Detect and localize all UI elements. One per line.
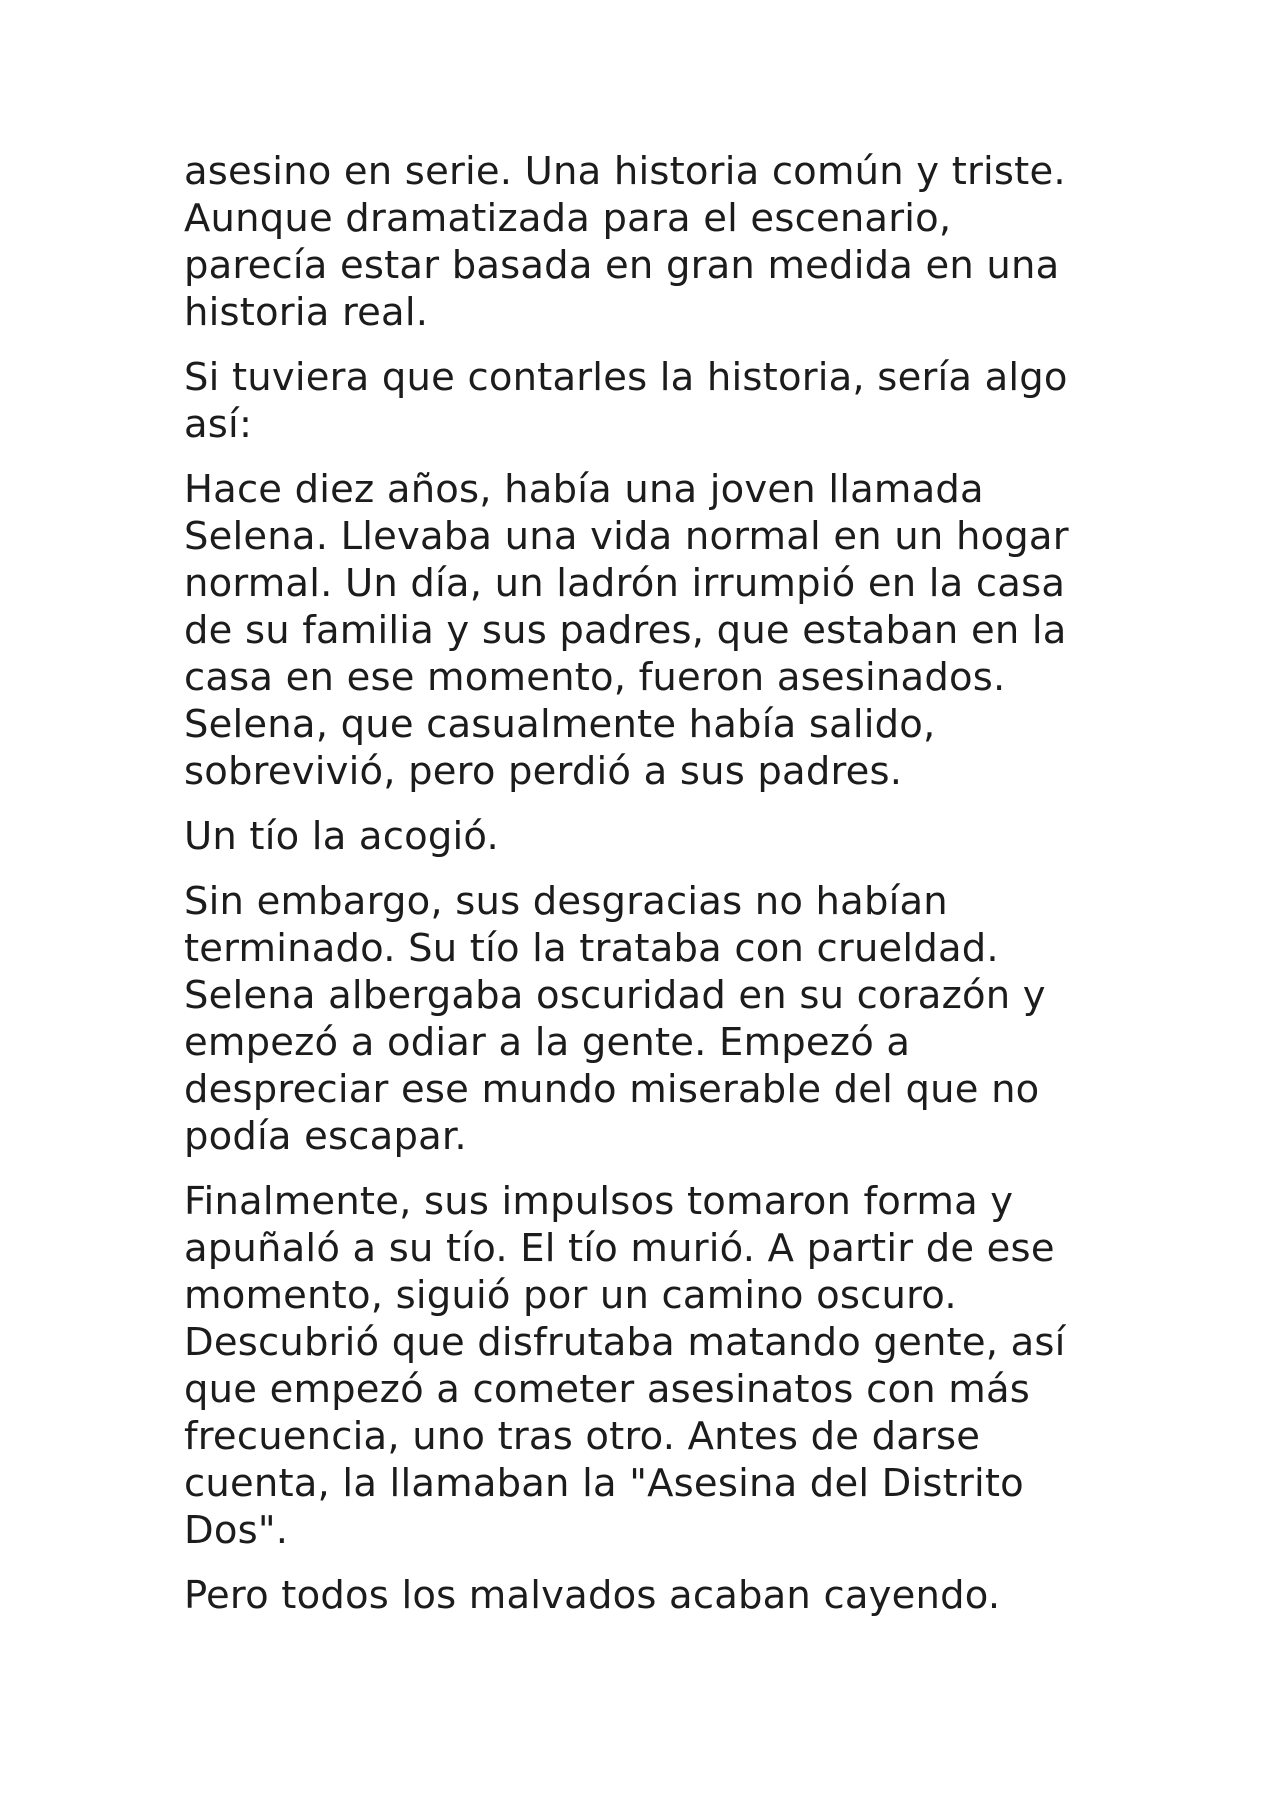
paragraph-3: Hace diez años, había una joven llamada Selena. Llevaba una vida normal en un hogar normal. Un día, un ladrón irrumpió en la casa de su familia y sus padres, que estaban en la casa en ese momento, fueron asesinados. Selena, que casualmente había salido, sobrevivió, pero perdió a sus padres. <box>184 467 1069 794</box>
paragraph-5: Sin embargo, sus desgracias no habían terminado. Su tío la trataba con crueldad. Selena albergaba oscuridad en su corazón y empezó a odiar a la gente. Empezó a despreciar ese mundo miserable del que no podía escapar. <box>184 879 1046 1159</box>
paragraph-4: Un tío la acogió. <box>184 814 499 859</box>
paragraph-1: asesino en serie. Una historia común y triste. Aunque dramatizada para el escenario, parecía estar basada en gran medida en una historia real. <box>184 149 1066 335</box>
paragraph-2: Si tuviera que contarles la historia, sería algo así: <box>184 355 1068 447</box>
document-page <box>184 148 1104 1637</box>
paragraph-7: Pero todos los malvados acaban cayendo. <box>184 1573 1001 1618</box>
paragraph-6: Finalmente, sus impulsos tomaron forma y apuñaló a su tío. El tío murió. A partir de ese momento, siguió por un camino oscuro. Descubrió que disfrutaba matando gente, así que empezó a cometer asesinatos con más frecuencia, uno tras otro. Antes de darse cuenta, la llamaban la "Asesina del Distrito Dos". <box>184 1179 1066 1553</box>
